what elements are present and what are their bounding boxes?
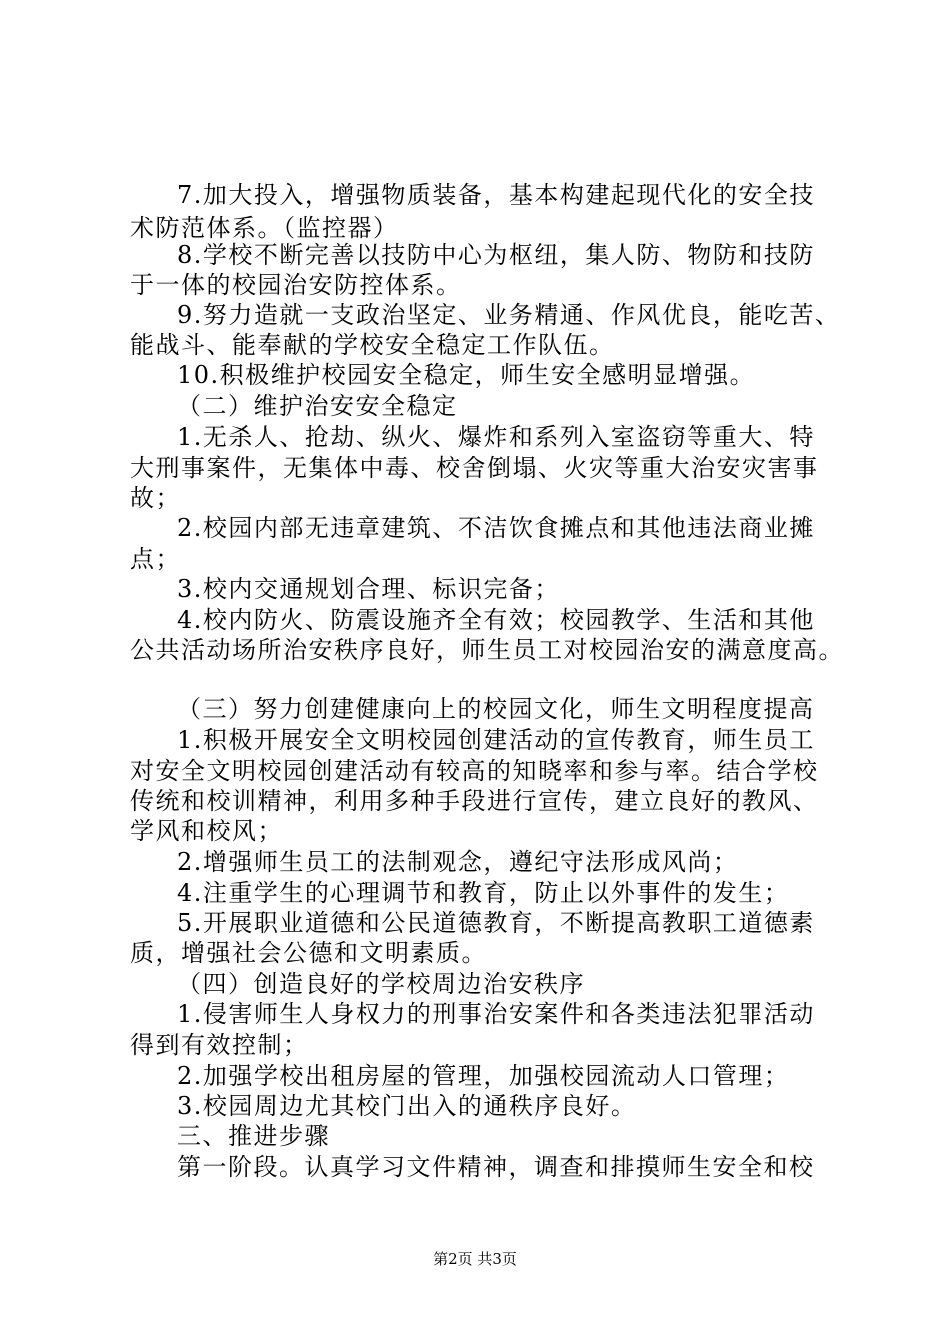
section-heading: （二）维护治安安全稳定	[177, 392, 458, 420]
text-line: 5.开展职业道德和公民道德教育，不断提高教职工道德素	[177, 909, 815, 937]
text-line: 3.校内交通规划合理、标识完备；	[177, 575, 560, 603]
text-line: 1.积极开展安全文明校园创建活动的宣传教育，师生员工	[177, 726, 815, 754]
text-line: 1.侵害师生人身权力的刑事治安案件和各类违法犯罪活动	[177, 1000, 815, 1028]
text-line: 传统和校训精神，利用多种手段进行宣传，建立良好的教风、	[130, 787, 819, 815]
text-line: 大刑事案件，无集体中毒、校舍倒塌、火灾等重大治安灾害事	[130, 454, 819, 482]
text-line: 10.积极维护校园安全稳定，师生安全感明显增强。	[177, 361, 756, 389]
text-line: 对安全文明校园创建活动有较高的知晓率和参与率。结合学校	[130, 757, 819, 785]
text-line: 能战斗、能奉献的学校安全稳定工作队伍。	[130, 331, 615, 359]
text-line: 故；	[130, 484, 181, 512]
text-line: 术防范体系。（监控器）	[130, 214, 399, 242]
text-line: 得到有效控制；	[130, 1031, 309, 1059]
text-line: 点；	[130, 545, 181, 573]
section-heading: （三）努力创建健康向上的校园文化，师生文明程度提高	[177, 695, 815, 723]
text-line: 学风和校风；	[130, 817, 283, 845]
text-line: 4.校内防火、防震设施齐全有效；校园教学、生活和其他	[177, 606, 815, 634]
text-line: 3.校园周边尤其校门出入的通秩序良好。	[177, 1092, 637, 1120]
text-line: 2.增强师生员工的法制观念，遵纪守法形成风尚；	[177, 848, 739, 876]
section-heading: 三、推进步骤	[177, 1122, 330, 1150]
text-line: 2.校园内部无违章建筑、不洁饮食摊点和其他违法商业摊	[177, 514, 815, 542]
text-line: 4.注重学生的心理调节和教育，防止以外事件的发生；	[177, 879, 790, 907]
page-number-footer: 第2页 共3页	[433, 1250, 517, 1268]
text-line: 9.努力造就一支政治坚定、业务精通、作风优良，能吃苦、	[177, 301, 841, 329]
text-line: 质，增强社会公德和文明素质。	[130, 939, 487, 967]
text-line: 第一阶段。认真学习文件精神，调查和排摸师生安全和校	[177, 1153, 815, 1181]
text-line: 于一体的校园治安防控体系。	[130, 271, 462, 299]
text-line: 1.无杀人、抢劫、纵火、爆炸和系列入室盗窃等重大、特	[177, 423, 815, 451]
text-line: 8.学校不断完善以技防中心为枢纽，集人防、物防和技防	[177, 241, 815, 269]
text-line: 7.加大投入，增强物质装备，基本构建起现代化的安全技	[177, 181, 815, 209]
text-line: 2.加强学校出租房屋的管理，加强校园流动人口管理；	[177, 1062, 790, 1090]
text-line: 公共活动场所治安秩序良好，师生员工对校园治安的满意度高。	[130, 636, 844, 664]
section-heading: （四）创造良好的学校周边治安秩序	[177, 970, 585, 998]
